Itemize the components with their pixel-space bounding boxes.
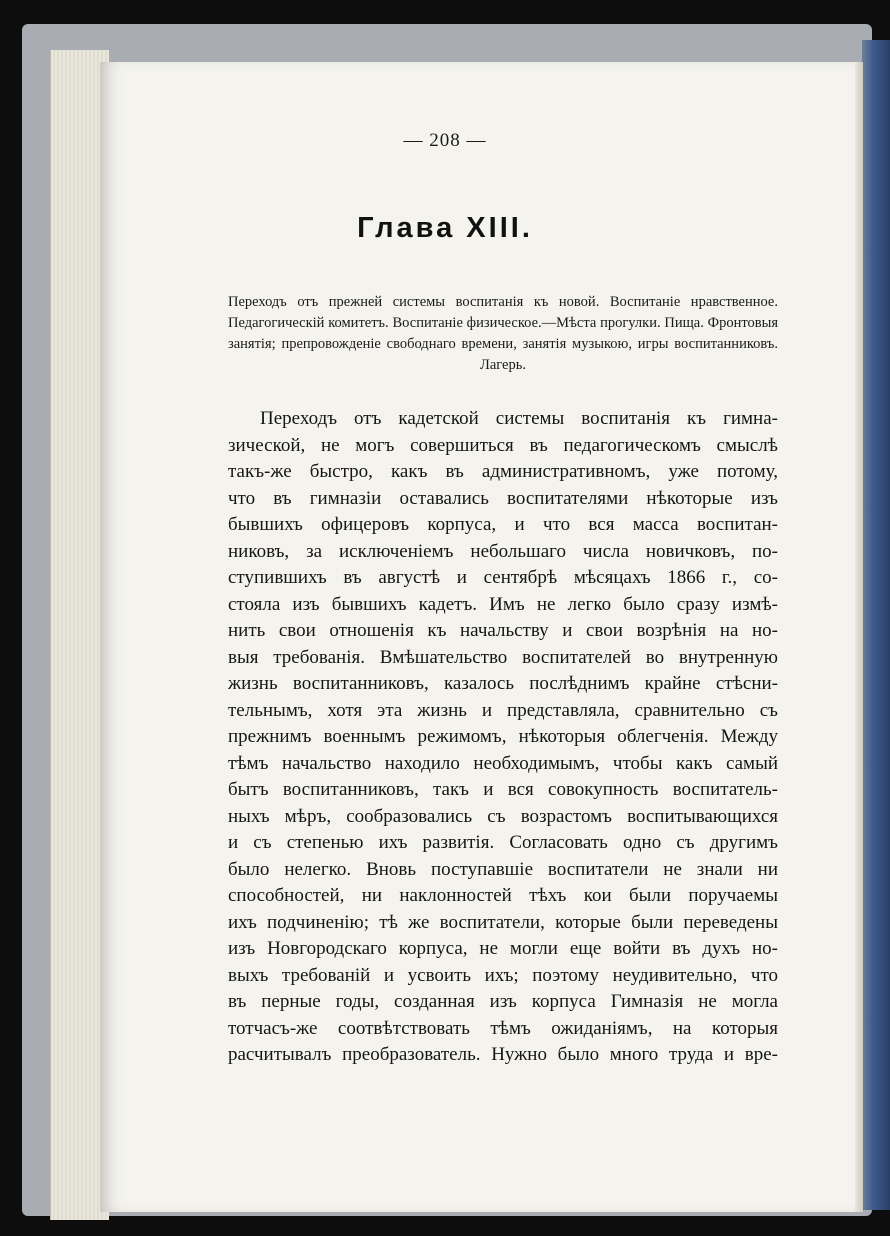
body-line: способностей, ни наклонностей тѣхъ кои были поручаемы xyxy=(228,885,778,906)
body-line: выхъ требованій и усвоить ихъ; поэтому неудивительно, что xyxy=(228,964,778,986)
body-line: Переходъ отъ кадетской системы воспитанія къ гимна- xyxy=(260,408,778,429)
body-line: бывшихъ офицеровъ корпуса, и что вся масса воспитан- xyxy=(228,514,778,535)
body-line: и съ степенью ихъ развитія. Согласовать одно съ другимъ xyxy=(228,832,778,853)
body-line: жизнь воспитанниковъ, казалось послѣднимъ крайне стѣсни- xyxy=(228,673,778,694)
body-line: тотчасъ-же соотвѣтствовать тѣмъ ожиданіямъ, на которыя xyxy=(228,1017,778,1039)
body-line: расчитывалъ преобразователь. Нужно было много труда и вре- xyxy=(228,1044,778,1065)
body-line: никовъ, за исключеніемъ небольшаго числа новичковъ, по- xyxy=(228,540,778,562)
page-number: — 208 — xyxy=(403,130,487,151)
body-line: такъ-же быстро, какъ въ административномъ, уже потому, xyxy=(228,461,778,482)
body-line: прежнимъ военнымъ режимомъ, нѣкоторыя облегченія. Между xyxy=(228,726,778,747)
body-line: бытъ воспитанниковъ, такъ и вся совокупность воспитатель- xyxy=(228,779,778,800)
body-line: въ перные годы, созданная изъ корпуса Гимназія не могла xyxy=(228,991,778,1012)
body-line: изъ Новгородскаго корпуса, не могли еще войти въ духъ но- xyxy=(228,938,778,959)
body-line: было нелегко. Вновь поступавшіе воспитатели не знали ни xyxy=(228,858,778,880)
body-line: тѣмъ начальство находило необходимымъ, чтобы какъ самый xyxy=(228,752,778,774)
body-line: что въ гимназіи оставались воспитателями нѣкоторые изъ xyxy=(228,487,778,509)
body-line: ихъ подчиненію; тѣ же воспитатели, которые были переведены xyxy=(228,911,778,933)
chapter-summary: Переходъ отъ прежней системы воспитанія къ новой. Воспитаніе нравственное. Педагогическій комитетъ. Воспитаніе физическое.—Мѣста прогулки. Пища. Фронтовыя занятія; препровожденіе свободнаго времени, занятія музыкою, игры воспитанниковъ. Лагерь. xyxy=(228,294,778,373)
body-line: ныхъ мѣръ, сообразовались съ возрастомъ воспитывающихся xyxy=(228,805,778,827)
body-line: нить свои отношенія къ начальству и свои возрѣнія на но- xyxy=(228,620,778,641)
body-line: тельнымъ, хотя эта жизнь и представляла, сравнительно съ xyxy=(228,699,778,721)
body-line: выя требованія. Вмѣшательство воспитателей во внутренную xyxy=(228,646,778,668)
body-line: стояла изъ бывшихъ кадетъ. Имъ не легко было сразу измѣ- xyxy=(228,593,778,615)
body-text xyxy=(228,406,778,1069)
chapter-title: Глава XIII. xyxy=(357,212,533,244)
body-line: ступившихъ въ августѣ и сентябрѣ мѣсяцахъ 1866 г., со- xyxy=(228,567,778,588)
body-line: зической, не могъ совершиться въ педагогическомъ смыслѣ xyxy=(228,434,778,456)
